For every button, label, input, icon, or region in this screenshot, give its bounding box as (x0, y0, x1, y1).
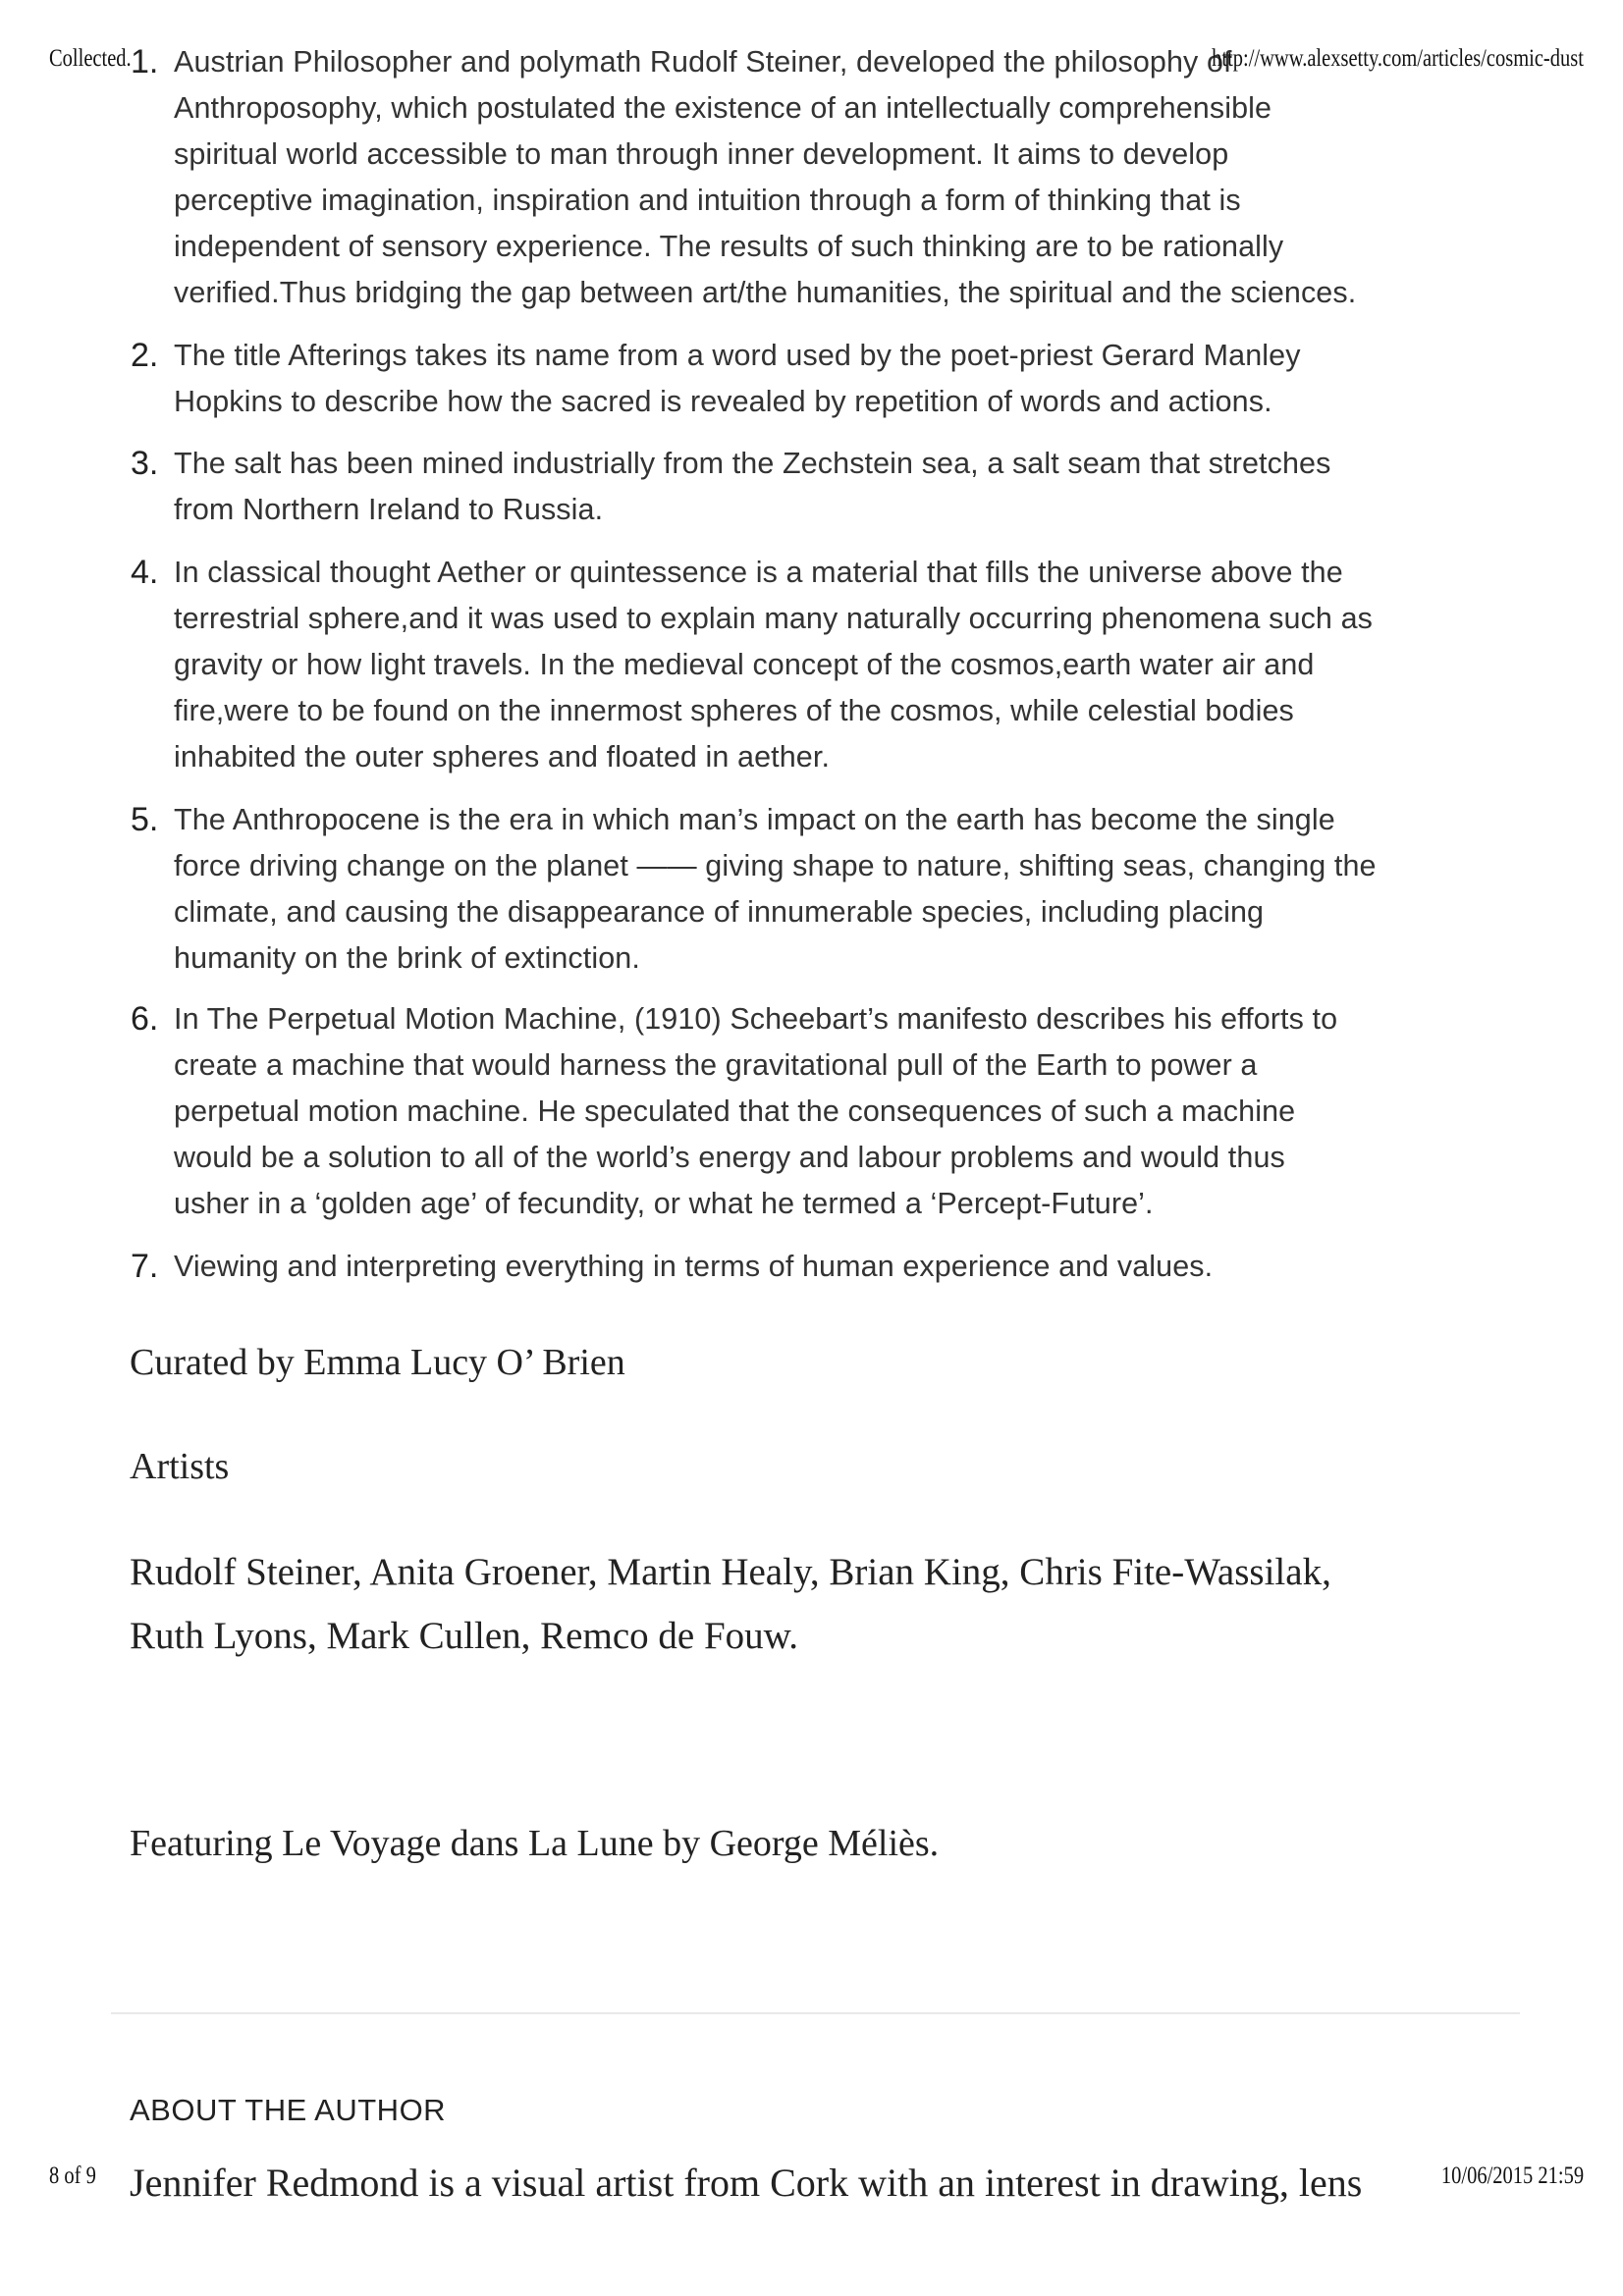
note-line: The title Afterings takes its name from a word used by the poet-priest Gerard Manley (174, 339, 1301, 372)
note-line: create a machine that would harness the gravitational pull of the Earth to power a (174, 1048, 1258, 1082)
about-author-heading: ABOUT THE AUTHOR (130, 2093, 447, 2127)
note-line: verified.Thus bridging the gap between art/the humanities, the spiritual and the sciences. (174, 276, 1357, 309)
print-header-url[interactable]: http://www.alexsetty.com/articles/cosmic-dust (1212, 45, 1584, 72)
note-line: force driving change on the planet —— giving shape to nature, shifting seas, changing the (174, 849, 1377, 882)
note-line: In classical thought Aether or quintessence is a material that fills the universe above the (174, 556, 1343, 589)
note-line: In The Perpetual Motion Machine, (1910) Scheebart’s manifesto describes his efforts to (174, 1002, 1338, 1036)
note-line: usher in a ‘golden age’ of fecundity, or what he termed a ‘Percept-Future’. (174, 1187, 1154, 1220)
note-line: Austrian Philosopher and polymath Rudolf Steiner, developed the philosophy of (174, 45, 1232, 79)
curator-credit: Curated by Emma Lucy O’ Brien (130, 1342, 625, 1383)
print-footer-page: 8 of 9 (49, 2163, 96, 2189)
note-line: inhabited the outer spheres and floated in aether. (174, 740, 831, 774)
note-number: 2. (131, 337, 159, 374)
divider (111, 2012, 1520, 2014)
note-number: 6. (131, 1000, 159, 1038)
note-line: perceptive imagination, inspiration and intuition through a form of thinking that is (174, 184, 1241, 217)
note-line: perpetual motion machine. He speculated that the consequences of such a machine (174, 1095, 1296, 1128)
note-line: The Anthropocene is the era in which man’s impact on the earth has become the single (174, 803, 1335, 836)
note-line: spiritual world accessible to man through inner development. It aims to develop (174, 137, 1229, 171)
print-footer-date: 10/06/2015 21:59 (1440, 2163, 1584, 2189)
artists-list-line: Ruth Lyons, Mark Cullen, Remco de Fouw. (130, 1615, 799, 1657)
artists-heading: Artists (130, 1446, 230, 1487)
note-number: 4. (131, 554, 159, 591)
note-line: would be a solution to all of the world’s energy and labour problems and would thus (174, 1141, 1285, 1174)
note-number: 7. (131, 1248, 159, 1285)
note-line: independent of sensory experience. The results of such thinking are to be rationally (174, 230, 1284, 263)
note-line: Hopkins to describe how the sacred is revealed by repetition of words and actions. (174, 385, 1272, 418)
note-number: 5. (131, 801, 159, 838)
note-line: humanity on the brink of extinction. (174, 941, 640, 975)
note-number: 1. (131, 43, 159, 80)
note-line: terrestrial sphere,and it was used to explain many naturally occurring phenomena such as (174, 602, 1373, 635)
note-line: gravity or how light travels. In the medieval concept of the cosmos,earth water air and (174, 648, 1315, 681)
note-line: Anthroposophy, which postulated the existence of an intellectually comprehensible (174, 91, 1272, 125)
note-line: Viewing and interpreting everything in terms of human experience and values. (174, 1250, 1214, 1283)
note-line: fire,were to be found on the innermost spheres of the cosmos, while celestial bodies (174, 694, 1294, 727)
artists-list-line: Rudolf Steiner, Anita Groener, Martin Healy, Brian King, Chris Fite-Wassilak, (130, 1551, 1331, 1593)
note-line: from Northern Ireland to Russia. (174, 493, 604, 526)
print-header-title: Collected. (49, 45, 132, 72)
about-author-text: Jennifer Redmond is a visual artist from Cork with an interest in drawing, lens (130, 2161, 1363, 2205)
note-line: climate, and causing the disappearance of innumerable species, including placing (174, 895, 1265, 929)
featuring-text: Featuring Le Voyage dans La Lune by George Méliès. (130, 1823, 940, 1864)
note-line: The salt has been mined industrially from the Zechstein sea, a salt seam that stretches (174, 447, 1331, 480)
note-number: 3. (131, 445, 159, 482)
